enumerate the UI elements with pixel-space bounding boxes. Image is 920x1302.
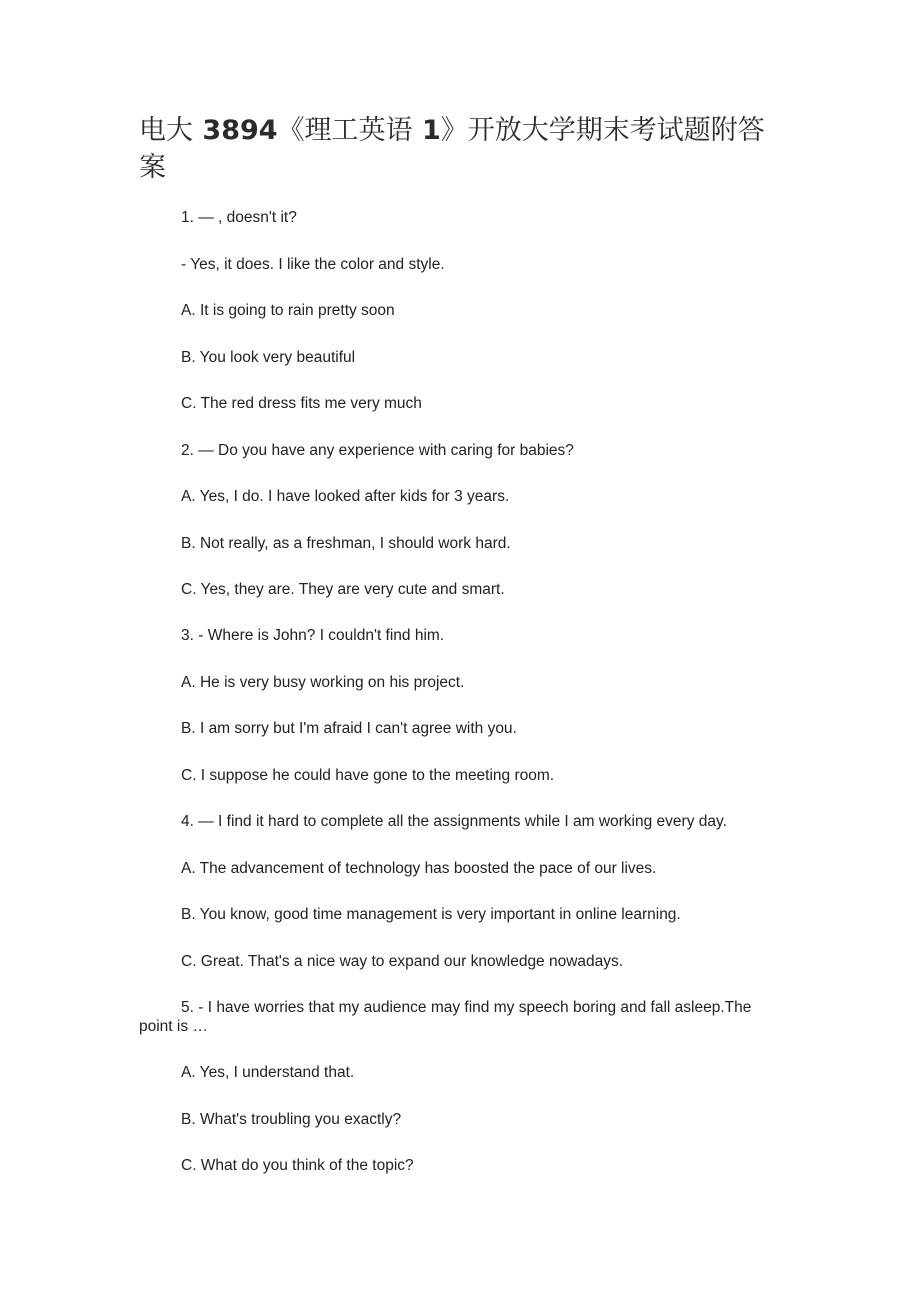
question-5-option-a: A. Yes, I understand that. xyxy=(181,1064,355,1081)
question-1-option-b: B. You look very beautiful xyxy=(181,349,356,366)
question-5-option-c: C. What do you think of the topic? xyxy=(181,1157,414,1174)
question-2-option-b: B. Not really, as a freshman, I should work hard. xyxy=(181,535,511,552)
question-4-option-b: B. You know, good time management is very important in online learning. xyxy=(181,906,681,923)
question-3-stem: 3. - Where is John? I couldn't find him. xyxy=(181,627,445,644)
question-3-option-a: A. He is very busy working on his project. xyxy=(181,674,465,691)
question-1-option-a: A. It is going to rain pretty soon xyxy=(181,302,395,319)
question-2-option-c: C. Yes, they are. They are very cute and smart. xyxy=(181,581,505,598)
title-rest: 》开放大学期末考试题附答案 xyxy=(139,115,765,183)
question-4-option-a: A. The advancement of technology has boosted the pace of our lives. xyxy=(181,860,657,877)
question-5-stem: 5. - I have worries that my audience may find my speech boring and fall asleep.The point is … xyxy=(139,999,752,1035)
page-title xyxy=(139,112,789,186)
course-number: 1 xyxy=(421,115,441,146)
question-5-option-b: B. What's troubling you exactly? xyxy=(181,1111,402,1128)
question-2-stem: 2. — Do you have any experience with caring for babies? xyxy=(181,442,574,459)
question-4-stem: 4. — I find it hard to complete all the assignments while I am working every day. xyxy=(181,813,727,830)
question-2-option-a: A. Yes, I do. I have looked after kids for 3 years. xyxy=(181,488,510,505)
question-4-option-c: C. Great. That's a nice way to expand our knowledge nowadays. xyxy=(181,953,624,970)
question-1-stem: 1. — , doesn't it? xyxy=(181,209,297,226)
title-prefix: 电大 xyxy=(139,115,193,146)
course-code: 3894 xyxy=(202,115,278,146)
question-3-option-b: B. I am sorry but I'm afraid I can't agree with you. xyxy=(181,720,517,737)
question-1-option-c: C. The red dress fits me very much xyxy=(181,395,422,412)
question-3-option-c: C. I suppose he could have gone to the meeting room. xyxy=(181,767,555,784)
question-1-response: - Yes, it does. I like the color and style. xyxy=(181,256,445,273)
course-name-open: 《理工英语 xyxy=(277,115,413,146)
